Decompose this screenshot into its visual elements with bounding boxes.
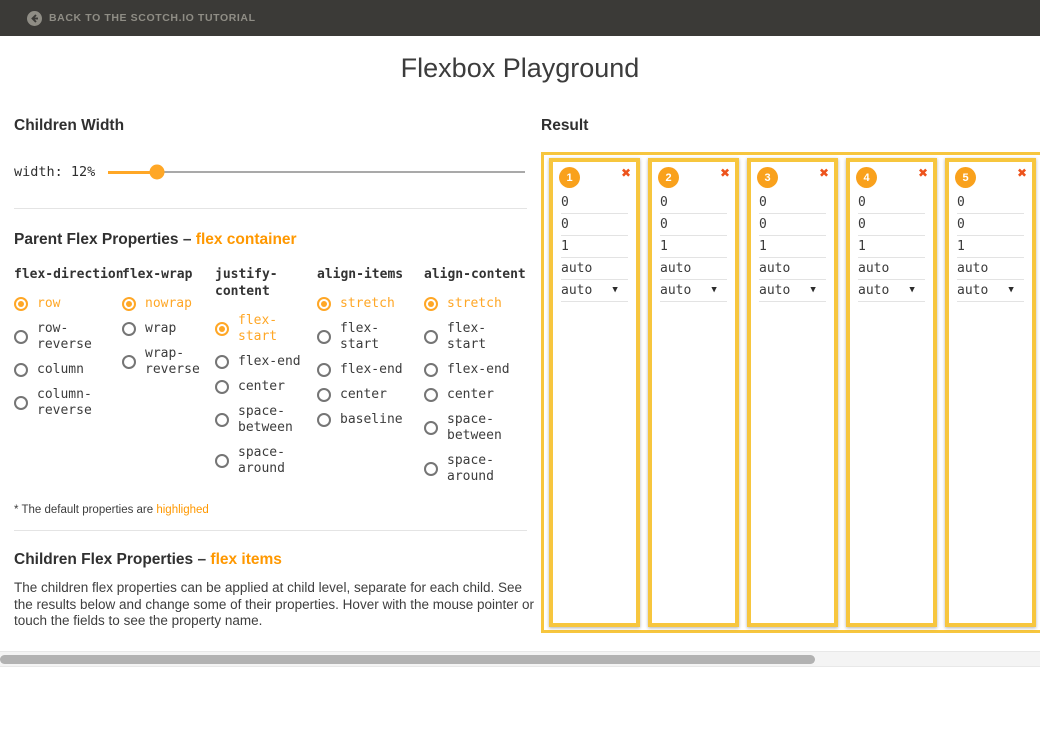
radio-center[interactable] <box>215 379 305 395</box>
radio-space-between[interactable] <box>424 412 512 444</box>
radio-icon <box>14 330 28 344</box>
radio-label: flex-start <box>238 313 278 344</box>
radio-icon <box>215 413 229 427</box>
close-icon[interactable]: ✖ <box>818 166 829 180</box>
radio-label: flex-start <box>447 321 487 352</box>
topbar <box>0 0 1040 36</box>
card-header <box>652 162 735 192</box>
radio-label: space-around <box>447 453 494 484</box>
divider <box>14 208 527 209</box>
flex-basis-field[interactable]: auto <box>957 258 1024 280</box>
radio-center[interactable] <box>317 387 412 403</box>
radio-flex-end[interactable] <box>215 354 305 370</box>
item-number-badge: 4 <box>856 167 877 188</box>
group-flex-direction <box>14 266 122 494</box>
main-content <box>0 117 1040 633</box>
flex-grow-field[interactable]: 0 <box>759 214 826 236</box>
group-flex-wrap <box>122 266 215 494</box>
horizontal-scrollbar-thumb[interactable] <box>0 655 815 664</box>
flex-result-container <box>541 152 1040 633</box>
radio-icon <box>424 330 438 344</box>
radio-wrap-reverse[interactable] <box>122 346 203 378</box>
radio-baseline[interactable] <box>317 412 412 428</box>
children-flex-heading-text: Children Flex Properties <box>14 551 194 568</box>
back-arrow-circle-icon <box>27 11 42 26</box>
radio-label: flex-end <box>238 354 301 369</box>
radio-icon <box>424 462 438 476</box>
heading-dash: – <box>197 551 207 568</box>
flex-shrink-field[interactable]: 1 <box>660 236 727 258</box>
flex-basis-field[interactable]: auto <box>660 258 727 280</box>
back-link[interactable] <box>27 11 256 26</box>
radio-label: wrap-reverse <box>145 346 200 377</box>
flex-grow-field[interactable]: 0 <box>561 214 628 236</box>
align-self-select[interactable] <box>957 280 1024 302</box>
radio-column[interactable] <box>14 362 110 378</box>
radio-flex-end[interactable] <box>424 362 512 378</box>
order-field[interactable]: 0 <box>858 192 925 214</box>
flex-grow-field[interactable]: 0 <box>858 214 925 236</box>
radio-flex-end[interactable] <box>317 362 412 378</box>
radio-icon <box>424 297 438 311</box>
card-header <box>850 162 933 192</box>
radio-row-reverse[interactable] <box>14 321 110 353</box>
close-icon[interactable]: ✖ <box>1016 166 1027 180</box>
children-flex-description: The children flex properties can be applied at child level, separate for each child. See the results below and change some of their properties. Hover with the mouse pointer or touch the fields to see the property name. <box>14 580 535 628</box>
radio-stretch[interactable] <box>317 296 412 312</box>
radio-label: center <box>447 387 494 402</box>
width-slider[interactable] <box>108 171 525 173</box>
group-justify-content-header: justify-content <box>215 267 278 299</box>
radio-icon <box>424 388 438 402</box>
default-properties-footnote <box>14 504 527 516</box>
align-self-value: auto <box>957 283 989 298</box>
footnote-highlight: highlighed <box>156 504 209 516</box>
radio-label: stretch <box>447 296 502 311</box>
item-number-badge: 1 <box>559 167 580 188</box>
radio-label: row-reverse <box>37 321 92 352</box>
radio-icon <box>215 380 229 394</box>
radio-space-around[interactable] <box>424 453 512 485</box>
flex-shrink-field[interactable]: 1 <box>858 236 925 258</box>
chevron-down-icon: ▼ <box>1008 285 1014 295</box>
chevron-down-icon: ▼ <box>612 285 618 295</box>
heading-dash: – <box>182 231 192 248</box>
radio-label: nowrap <box>145 296 192 311</box>
align-self-select[interactable] <box>660 280 727 302</box>
radio-icon <box>215 355 229 369</box>
radio-wrap[interactable] <box>122 321 203 337</box>
order-field[interactable]: 0 <box>759 192 826 214</box>
radio-icon <box>122 322 136 336</box>
flex-grow-field[interactable]: 0 <box>660 214 727 236</box>
radio-space-around[interactable] <box>215 445 305 477</box>
flex-shrink-field[interactable]: 1 <box>561 236 628 258</box>
group-align-items-header: align-items <box>317 267 404 282</box>
radio-icon <box>424 363 438 377</box>
card-header <box>553 162 636 192</box>
close-icon[interactable]: ✖ <box>917 166 928 180</box>
flex-shrink-field[interactable]: 1 <box>759 236 826 258</box>
slider-thumb[interactable] <box>149 165 164 180</box>
close-icon[interactable]: ✖ <box>620 166 631 180</box>
align-self-select[interactable] <box>858 280 925 302</box>
radio-icon <box>215 322 229 336</box>
flex-item-card-5 <box>945 158 1036 627</box>
item-number-badge: 5 <box>955 167 976 188</box>
order-field[interactable]: 0 <box>660 192 727 214</box>
group-align-items <box>317 266 424 494</box>
radio-icon <box>122 297 136 311</box>
flex-container-highlight: flex container <box>195 231 297 248</box>
radio-icon <box>14 297 28 311</box>
radio-icon <box>317 388 331 402</box>
align-self-value: auto <box>660 283 692 298</box>
parent-flex-heading-text: Parent Flex Properties <box>14 231 179 248</box>
align-self-value: auto <box>759 283 791 298</box>
group-align-content <box>424 266 524 494</box>
order-field[interactable]: 0 <box>957 192 1024 214</box>
radio-label: flex-end <box>447 362 510 377</box>
card-header <box>949 162 1032 192</box>
children-width-heading: Children Width <box>14 117 125 134</box>
parent-flex-heading <box>14 231 527 249</box>
close-icon[interactable]: ✖ <box>719 166 730 180</box>
flex-shrink-field[interactable]: 1 <box>957 236 1024 258</box>
radio-flex-start[interactable] <box>317 321 412 353</box>
flex-grow-field[interactable]: 0 <box>957 214 1024 236</box>
item-number-badge: 2 <box>658 167 679 188</box>
card-header <box>751 162 834 192</box>
radio-label: space-between <box>238 404 293 435</box>
item-number-badge: 3 <box>757 167 778 188</box>
flex-basis-field[interactable]: auto <box>858 258 925 280</box>
radio-icon <box>317 297 331 311</box>
group-flex-wrap-header: flex-wrap <box>122 267 193 282</box>
radio-icon <box>14 363 28 377</box>
align-self-value: auto <box>561 283 593 298</box>
radio-stretch[interactable] <box>424 296 512 312</box>
radio-label: wrap <box>145 321 177 336</box>
group-justify-content <box>215 266 317 494</box>
align-self-value: auto <box>858 283 890 298</box>
flex-item-card-3 <box>747 158 838 627</box>
radio-icon <box>122 355 136 369</box>
radio-icon <box>317 413 331 427</box>
chevron-down-icon: ▼ <box>810 285 816 295</box>
back-label: BACK TO THE SCOTCH.IO TUTORIAL <box>49 12 256 24</box>
flex-item-card-2 <box>648 158 739 627</box>
radio-row[interactable] <box>14 296 110 312</box>
align-self-select[interactable] <box>759 280 826 302</box>
radio-label: row <box>37 296 61 311</box>
radio-label: column-reverse <box>37 387 92 418</box>
chevron-down-icon: ▼ <box>909 285 915 295</box>
radio-label: flex-start <box>340 321 380 352</box>
flex-item-card-4 <box>846 158 937 627</box>
radio-label: column <box>37 362 84 377</box>
children-flex-heading <box>14 551 527 569</box>
width-slider-row <box>14 164 527 180</box>
width-slider-label: width: 12% <box>14 164 96 180</box>
controls-panel <box>0 117 535 633</box>
flex-basis-field[interactable]: auto <box>561 258 628 280</box>
radio-icon <box>317 330 331 344</box>
radio-label: flex-end <box>340 362 403 377</box>
horizontal-scrollbar[interactable] <box>0 651 1040 667</box>
radio-icon <box>14 396 28 410</box>
radio-label: center <box>238 379 285 394</box>
radio-center[interactable] <box>424 387 512 403</box>
footnote-text: * The default properties are <box>14 504 157 516</box>
align-self-select[interactable] <box>561 280 628 302</box>
result-panel <box>541 117 1040 633</box>
radio-flex-start[interactable] <box>215 313 305 345</box>
radio-column-reverse[interactable] <box>14 387 110 419</box>
divider <box>14 530 527 531</box>
flex-items-highlight: flex items <box>210 551 282 568</box>
radio-label: space-between <box>447 412 502 443</box>
order-field[interactable]: 0 <box>561 192 628 214</box>
radio-label: stretch <box>340 296 395 311</box>
parent-flex-groups <box>14 266 527 494</box>
chevron-down-icon: ▼ <box>711 285 717 295</box>
radio-icon <box>317 363 331 377</box>
radio-label: space-around <box>238 445 285 476</box>
radio-label: center <box>340 387 387 402</box>
radio-label: baseline <box>340 412 403 427</box>
radio-flex-start[interactable] <box>424 321 512 353</box>
result-heading: Result <box>541 117 589 134</box>
group-flex-direction-header: flex-direction <box>14 267 124 282</box>
group-align-content-header: align-content <box>424 267 526 282</box>
flex-basis-field[interactable]: auto <box>759 258 826 280</box>
radio-nowrap[interactable] <box>122 296 203 312</box>
flex-item-card-1 <box>549 158 640 627</box>
radio-icon <box>215 454 229 468</box>
radio-icon <box>424 421 438 435</box>
radio-space-between[interactable] <box>215 404 305 436</box>
page-title: Flexbox Playground <box>400 53 640 83</box>
